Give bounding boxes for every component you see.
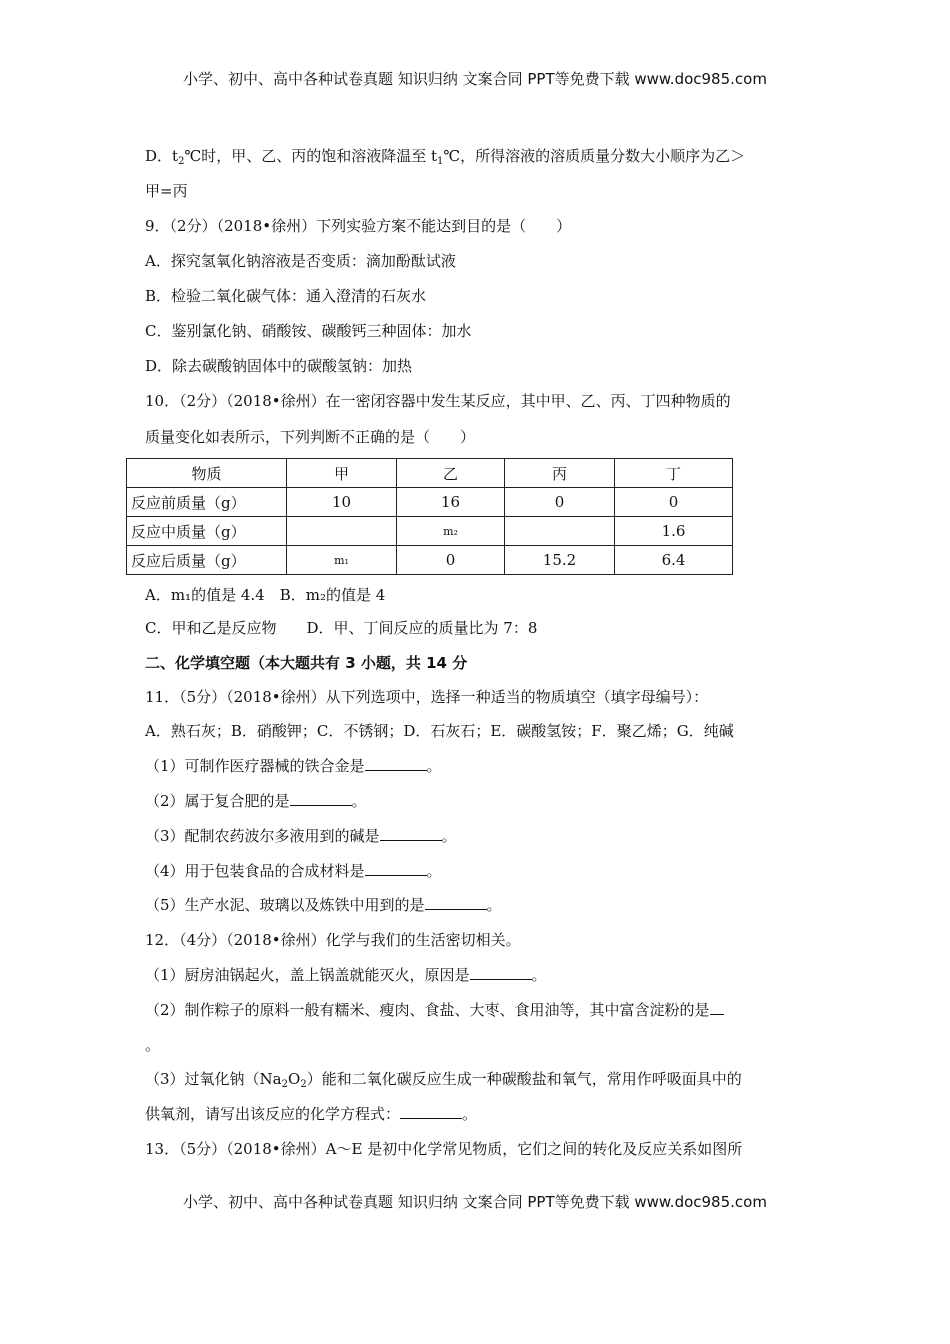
q12-item-2: （2）制作粽子的原料一般有糯米、瘦肉、食盐、大枣、食用油等，其中富含淀粉的是 bbox=[145, 999, 815, 1021]
q9-option-a: A．探究氢氧化钠溶液是否变质：滴加酚酞试液 bbox=[145, 252, 456, 270]
q10-options-cd bbox=[145, 617, 815, 639]
table-cell: 0 bbox=[505, 488, 615, 517]
q9-option-c: C．鉴别氯化钠、硝酸铵、碳酸钙三种固体：加水 bbox=[145, 322, 472, 340]
answer-blank[interactable] bbox=[290, 790, 352, 806]
table-header-cell: 丙 bbox=[505, 459, 615, 488]
table-cell: m₁ bbox=[287, 546, 397, 575]
answer-blank[interactable] bbox=[400, 1103, 462, 1119]
q11-item-2: （2）属于复合肥的是 。 bbox=[145, 792, 367, 810]
q10-option-b: B．m₂的值是 4 bbox=[279, 586, 386, 604]
answer-blank[interactable] bbox=[425, 894, 487, 910]
page-header: 小学、初中、高中各种试卷真题 知识归纳 文案合同 PPT等免费下载 www.doc985.com bbox=[183, 70, 767, 88]
table-cell: 16 bbox=[397, 488, 505, 517]
q10-stem-line2: 质量变化如表所示，下列判断不正确的是（ ） bbox=[145, 428, 476, 446]
table-row bbox=[127, 546, 733, 575]
q13-stem: 13．（5分）（2018•徐州）A～E 是初中化学常见物质，它们之间的转化及反应关系如图所 bbox=[145, 1140, 743, 1158]
q10-option-d: D．甲、丁间反应的质量比为 7：8 bbox=[306, 619, 538, 637]
q9-option-d: D．除去碳酸钠固体中的碳酸氢钠：加热 bbox=[145, 357, 413, 375]
q11-item-5: （5）生产水泥、玻璃以及炼铁中用到的是 。 bbox=[145, 896, 502, 914]
q10-options-ab bbox=[145, 584, 815, 606]
mass-change-table bbox=[126, 458, 733, 575]
table-cell: 反应中质量（g） bbox=[127, 517, 287, 546]
table-cell: 15.2 bbox=[505, 546, 615, 575]
table-cell: 1.6 bbox=[615, 517, 733, 546]
q12-item-2-end: 。 bbox=[145, 1036, 161, 1054]
q12-item-1: （1）厨房油锅起火，盖上锅盖就能灭火，原因是 。 bbox=[145, 966, 547, 984]
answer-blank[interactable] bbox=[365, 755, 427, 771]
q11-item-1: （1）可制作医疗器械的铁合金是 。 bbox=[145, 757, 442, 775]
answer-blank[interactable] bbox=[710, 999, 724, 1015]
answer-blank[interactable] bbox=[470, 964, 532, 980]
table-cell: 0 bbox=[615, 488, 733, 517]
table-cell: 6.4 bbox=[615, 546, 733, 575]
q11-stem: 11．（5分）（2018•徐州）从下列选项中，选择一种适当的物质填空（填字母编号）： bbox=[145, 688, 709, 706]
q8-option-d-line2: 甲=丙 bbox=[145, 182, 188, 200]
table-header-row bbox=[127, 459, 733, 488]
section-title: 二、化学填空题（本大题共有 3 小题，共 14 分 bbox=[145, 654, 468, 672]
q10-option-c: C．甲和乙是反应物 bbox=[145, 619, 277, 637]
table-row bbox=[127, 488, 733, 517]
table-cell bbox=[287, 517, 397, 546]
table-cell: 反应前质量（g） bbox=[127, 488, 287, 517]
answer-blank[interactable] bbox=[380, 825, 442, 841]
q11-choices: A．熟石灰；B．硝酸钾；C．不锈钢；D．石灰石；E．碳酸氢铵；F．聚乙烯；G．纯碱 bbox=[145, 722, 734, 740]
table-header-cell: 丁 bbox=[615, 459, 733, 488]
answer-blank[interactable] bbox=[365, 860, 427, 876]
table-cell: m₂ bbox=[397, 517, 505, 546]
table-header-cell: 甲 bbox=[287, 459, 397, 488]
q12-stem: 12．（4分）（2018•徐州）化学与我们的生活密切相关。 bbox=[145, 931, 521, 949]
page-footer: 小学、初中、高中各种试卷真题 知识归纳 文案合同 PPT等免费下载 www.doc985.com bbox=[183, 1193, 767, 1211]
q9-stem: 9．（2分）（2018•徐州）下列实验方案不能达到目的是（ ） bbox=[145, 217, 572, 235]
table-header-cell: 乙 bbox=[397, 459, 505, 488]
q10-option-a: A．m₁的值是 4.4 bbox=[145, 586, 265, 604]
table-row bbox=[127, 517, 733, 546]
table-cell bbox=[505, 517, 615, 546]
q9-option-b: B．检验二氧化碳气体：通入澄清的石灰水 bbox=[145, 287, 427, 305]
table-cell: 0 bbox=[397, 546, 505, 575]
q11-item-4: （4）用于包装食品的合成材料是 。 bbox=[145, 862, 442, 880]
q10-stem: 10．（2分）（2018•徐州）在一密闭容器中发生某反应，其中甲、乙、丙、丁四种物质的 bbox=[145, 392, 731, 410]
table-cell: 10 bbox=[287, 488, 397, 517]
q11-item-3: （3）配制农药波尔多液用到的碱是 。 bbox=[145, 827, 457, 845]
table-header-cell: 物质 bbox=[127, 459, 287, 488]
q12-item-3: （3）过氧化钠$(Na_2O_2)$能和二氧化碳反应生成一种碳酸盐和氧气，常用作呼吸面具中的 bbox=[145, 1070, 742, 1090]
q8-option-d: D．$t_2℃$时，甲、乙、丙的饱和溶液降温至 $t_1℃$，所得溶液的溶质质量分数大小顺序为乙＞ bbox=[145, 147, 746, 167]
q12-item-3-line2: 供氧剂，请写出该反应的化学方程式： 。 bbox=[145, 1105, 478, 1123]
table-cell: 反应后质量（g） bbox=[127, 546, 287, 575]
